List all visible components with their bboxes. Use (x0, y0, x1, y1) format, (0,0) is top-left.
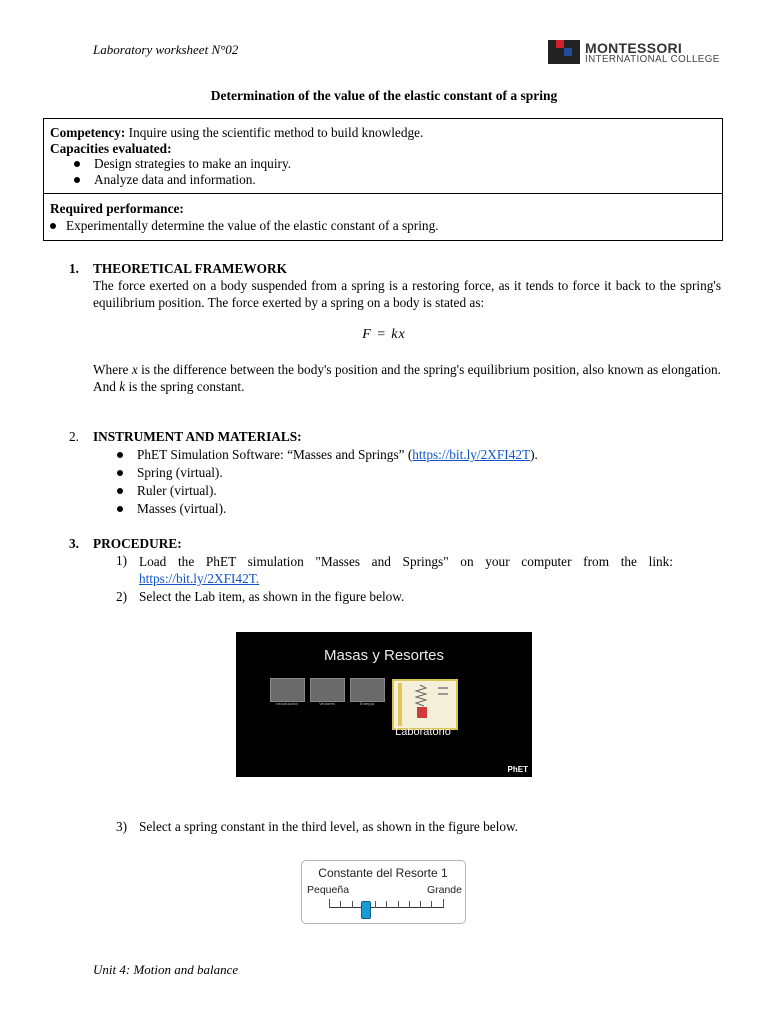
slider-knob (361, 901, 371, 919)
intro-thumbnail (270, 678, 305, 702)
slider-tick (443, 899, 444, 908)
step-number: 3) (116, 819, 128, 834)
lab-label: Laboratorio (395, 726, 451, 738)
phet-link[interactable]: https://bit.ly/2XFI42T. (139, 571, 260, 586)
slider-tick (431, 901, 432, 908)
slider-title: Constante del Resorte 1 (318, 866, 448, 880)
document-title: Determination of the value of the elastic constant of a spring (210, 88, 558, 103)
sim-title: Masas y Resortes (323, 647, 445, 664)
energy-thumbnail (350, 678, 385, 702)
performance-item: Experimentally determine the value of the elastic constant of a spring. (50, 218, 439, 234)
logo-subname: INTERNATIONAL COLLEGE (585, 54, 720, 65)
school-logo (548, 40, 734, 66)
materials-item: Spring (virtual). (117, 465, 223, 481)
logo-name: MONTESSORI (585, 40, 683, 56)
thumbnail-label: Vectores (319, 701, 335, 706)
section-number: 3. (69, 536, 79, 551)
competency-line (50, 125, 423, 141)
materials-item: Masses (virtual). (117, 501, 226, 517)
step-text: Select the Lab item, as shown in the figure below. (139, 589, 405, 604)
slider-tick (375, 901, 376, 908)
slider-tick (352, 901, 353, 908)
capacity-item: Analyze data and information. (74, 172, 256, 188)
competency-text: Inquire using the scientific method to build knowledge. (125, 125, 424, 140)
phet-link[interactable]: https://bit.ly/2XFI42T (412, 447, 531, 462)
performance-label: Required performance: (50, 201, 184, 216)
competency-section (44, 119, 722, 194)
section-heading: THEORETICAL FRAMEWORK (93, 261, 287, 276)
vectors-thumbnail (310, 678, 345, 702)
slider-tick (420, 901, 421, 908)
competency-box (43, 118, 723, 241)
step-text: Load the PhET simulation "Masses and Springs" on your computer from the link: (139, 554, 673, 569)
step-number: 2) (116, 589, 128, 604)
step-number: 1) (116, 553, 128, 568)
section-heading: INSTRUMENT AND MATERIALS: (93, 429, 302, 444)
step-text: Select a spring constant in the third level, as shown in the figure below. (139, 819, 519, 834)
slider-min-label: Pequeña (307, 884, 350, 896)
slider-tick (398, 901, 399, 908)
competency-label: Competency: (50, 125, 126, 140)
slider-tick (409, 901, 410, 908)
spring-icon (394, 681, 456, 728)
worksheet-label: Laboratory worksheet N°02 (93, 42, 239, 57)
capacity-item: Design strategies to make an inquiry. (74, 156, 291, 172)
phet-menu-screenshot (236, 632, 532, 777)
materials-item: PhET Simulation Software: “Masses and Springs” (https://bit.ly/2XFI42T). (117, 447, 538, 463)
section-number: 1. (69, 261, 79, 276)
equation: F = kx (362, 327, 406, 342)
materials-item: Ruler (virtual). (117, 483, 217, 499)
thumbnail-label: Introducción (276, 701, 298, 706)
spring-constant-slider-screenshot (301, 860, 466, 924)
slider-tick (340, 901, 341, 908)
slider-tick (329, 899, 330, 908)
phet-logo: PhET (507, 765, 528, 774)
definition-paragraph: Where x is the difference between the body's position and the spring's equilibrium position, also known as elongation. And k is the spring constant. (93, 362, 721, 394)
page-footer: Unit 4: Motion and balance (93, 962, 239, 977)
section-heading: PROCEDURE: (93, 536, 182, 551)
lab-thumbnail (392, 679, 458, 730)
logo-mark-icon (548, 40, 580, 64)
capacities-label: Capacities evaluated: (50, 141, 172, 156)
section-number: 2. (69, 429, 79, 444)
slider-max-label: Grande (426, 884, 462, 896)
thumbnail-label: Energía (359, 701, 374, 706)
slider-tick (386, 901, 387, 908)
theory-paragraph: The force exerted on a body suspended from a spring is a restoring force, as it tends to force it back to the spring's equilibrium position. The force exerted by a spring on a body is stated as: (93, 278, 721, 310)
